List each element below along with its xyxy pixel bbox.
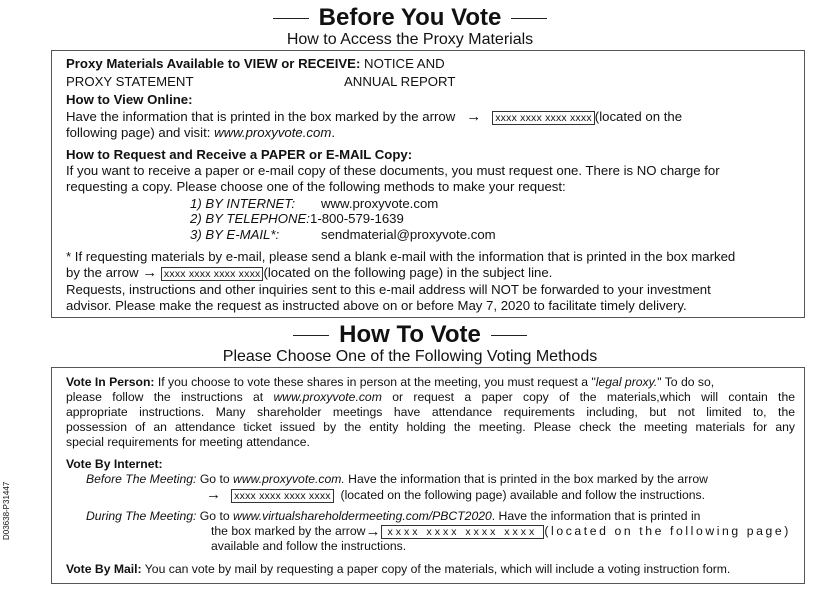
method-email-label: 3) BY E-MAIL*: bbox=[190, 227, 280, 242]
before-title: Before You Vote bbox=[0, 4, 820, 32]
method-email-value[interactable]: sendmaterial@proxyvote.com bbox=[321, 227, 496, 242]
method-telephone-value[interactable]: 1-800-579-1639 bbox=[310, 211, 404, 226]
in-person-line3: appropriate instructions. Many shareholder meetings have attendance requirements including, but not limited to, the bbox=[66, 405, 795, 419]
proxyvote-link[interactable]: www.proxyvote.com bbox=[214, 125, 332, 140]
in-person-line1: Vote In Person: If you choose to vote these shares in person at the meeting, you must request a "legal proxy." To do so, bbox=[66, 375, 715, 389]
in-person-line2: please follow the instructions at www.proxyvote.com or request a paper copy of the materials,which will contain the bbox=[66, 390, 796, 404]
internet-heading: Vote By Internet: bbox=[66, 457, 163, 471]
mail-line: Vote By Mail: You can vote by mail by requesting a paper copy of the materials, which will include a voting instruction form. bbox=[66, 562, 731, 576]
before-meeting-line2: → xxxx xxxx xxxx xxxx (located on the following page) available and follow the instructions. bbox=[206, 486, 706, 503]
how-title: How To Vote bbox=[0, 321, 820, 349]
document-code: D03638-P31447 bbox=[2, 481, 11, 540]
view-heading: How to View Online: bbox=[66, 92, 193, 107]
method-internet-value[interactable]: www.proxyvote.com bbox=[321, 196, 439, 211]
email-line2: by the arrow → xxxx xxxx xxxx xxxx (located on the following page) in the subject line. bbox=[66, 264, 553, 281]
arrow-icon: → bbox=[206, 486, 221, 503]
method-internet-label: 1) BY INTERNET: bbox=[190, 196, 296, 211]
control-number-box: xxxx xxxx xxxx xxxx bbox=[381, 525, 545, 539]
request-line2: requesting a copy. Please choose one of the following methods to make your request: bbox=[66, 179, 566, 194]
during-meeting-line3: available and follow the instructions. bbox=[211, 539, 407, 553]
how-subtitle: Please Choose One of the Following Voting Methods bbox=[222, 348, 598, 365]
before-meeting-line1: Before The Meeting: Go to www.proxyvote.com. Have the information that is printed in the box marked by the arrow bbox=[86, 472, 708, 486]
control-number-box: xxxx xxxx xxxx xxxx bbox=[492, 111, 595, 125]
view-line2: following page) and visit: www.proxyvote.com. bbox=[66, 125, 336, 140]
arrow-icon: → bbox=[365, 523, 381, 540]
in-person-line5: special requirements for meeting attendance. bbox=[66, 435, 310, 449]
control-number-box: xxxx xxxx xxxx xxxx bbox=[161, 267, 264, 281]
in-person-line4: possession of an attendance ticket issued by the entity holding the meeting. Please check the meeting materials for any bbox=[66, 420, 795, 434]
virtual-meeting-link[interactable]: www.virtualshareholdermeeting.com/PBCT2020 bbox=[233, 509, 492, 523]
during-meeting-line2: the box marked by the arrow → xxxx xxxx xxxx xxxx (located on the following page) bbox=[211, 523, 791, 540]
materials-line: Proxy Materials Available to VIEW or RECEIVE: NOTICE AND bbox=[66, 56, 445, 71]
arrow-icon: → bbox=[466, 108, 482, 125]
proxyvote-link[interactable]: www.proxyvote.com bbox=[273, 390, 382, 404]
before-subtitle: How to Access the Proxy Materials bbox=[286, 31, 534, 48]
arrow-icon: → bbox=[142, 264, 158, 281]
proxy-statement: PROXY STATEMENT bbox=[66, 74, 194, 89]
view-line1: Have the information that is printed in the box marked by the arrow → xxxx xxxx xxxx xxxx (located on the bbox=[66, 108, 683, 125]
control-number-box: xxxx xxxx xxxx xxxx bbox=[231, 489, 334, 503]
note-line2: advisor. Please make the request as instructed above on or before May 7, 2020 to facilitate timely delivery. bbox=[66, 298, 687, 313]
during-meeting-line1: During The Meeting: Go to www.virtualshareholdermeeting.com/PBCT2020. Have the information that is printed in bbox=[86, 509, 701, 523]
proxyvote-link[interactable]: www.proxyvote.com. bbox=[233, 472, 345, 486]
method-telephone-label: 2) BY TELEPHONE: bbox=[190, 211, 310, 226]
email-line1: * If requesting materials by e-mail, please send a blank e-mail with the information that is printed in the box marked bbox=[66, 249, 736, 264]
request-line1: If you want to receive a paper or e-mail copy of these documents, you must request one. There is NO charge for bbox=[66, 163, 720, 178]
annual-report: ANNUAL REPORT bbox=[344, 74, 456, 89]
request-heading: How to Request and Receive a PAPER or E-MAIL Copy: bbox=[66, 147, 413, 162]
note-line1: Requests, instructions and other inquiries sent to this e-mail address will NOT be forwarded to your investment bbox=[66, 282, 711, 297]
